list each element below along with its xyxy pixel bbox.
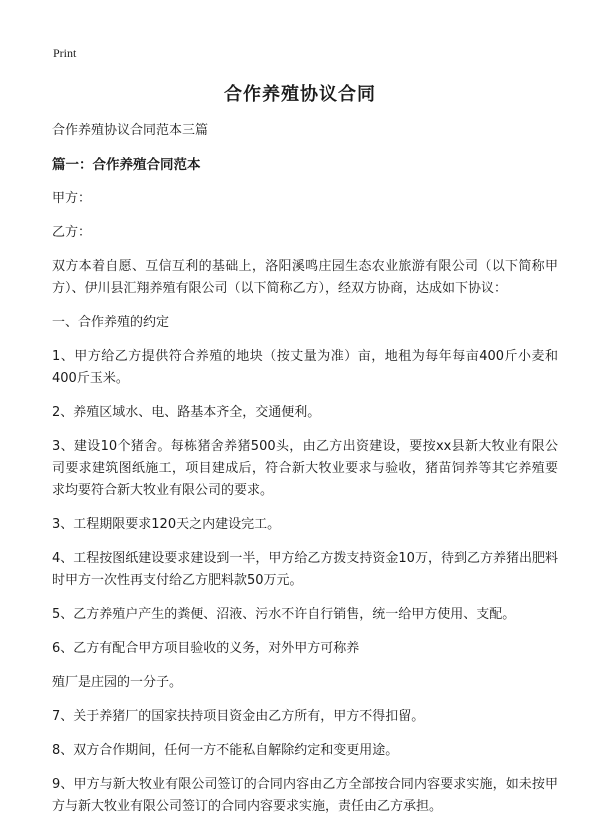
section-heading: 篇一：合作养殖合同范本 xyxy=(52,157,201,173)
print-link[interactable]: Print xyxy=(53,46,77,60)
clause-paragraph: 3、建设10个猪舍。每栋猪舍养猪500头，由乙方出资建设，要按xx县新大牧业有限公司要求建筑图纸施工，项目建成后，符合新大牧业要求与验收，猪苗饲养等其它养殖要求均要符合新大牧业有限公司的要求。 xyxy=(52,439,558,498)
clause-paragraph: 4、工程按图纸建设要求建设到一半，甲方给乙方拨支持资金10万，待到乙方养猪出肥料时甲方一次性再支付给乙方肥料款50万元。 xyxy=(52,551,558,588)
clause-paragraph: 殖厂是庄园的一分子。 xyxy=(52,675,183,690)
clause-paragraph: 5、乙方养殖户产生的粪便、沼液、污水不许自行销售，统一给甲方使用、支配。 xyxy=(52,607,516,622)
document-body xyxy=(52,120,558,830)
clause-paragraph: 9、甲方与新大牧业有限公司签订的合同内容由乙方全部按合同内容要求实施，如未按甲方与新大牧业有限公司签订的合同内容要求实施，责任由乙方承担。 xyxy=(52,777,558,814)
preamble-paragraph: 双方本着自愿、互信互利的基础上，洛阳溪鸣庄园生态农业旅游有限公司（以下简称甲方）、伊川县汇翔养殖有限公司（以下简称乙方），经双方协商，达成如下协议： xyxy=(52,259,558,296)
party-a-line: 甲方： xyxy=(52,191,92,206)
document-title: 合作养殖协议合同 xyxy=(224,84,376,105)
clause-paragraph: 6、乙方有配合甲方项目验收的义务，对外甲方可称养 xyxy=(52,641,360,656)
clause-paragraph: 8、双方合作期间，任何一方不能私自解除约定和变更用途。 xyxy=(52,743,399,758)
clause-paragraph: 1、甲方给乙方提供符合养殖的地块（按丈量为准）亩，地租为每年每亩400斤小麦和400斤玉米。 xyxy=(52,349,558,386)
clause-paragraph: 7、关于养猪厂的国家扶持项目资金由乙方所有，甲方不得扣留。 xyxy=(52,709,425,724)
clause-paragraph: 2、养殖区域水、电、路基本齐全，交通便利。 xyxy=(52,405,321,420)
agreement-heading: 一、合作养殖的约定 xyxy=(52,315,170,330)
document-subtitle: 合作养殖协议合同范本三篇 xyxy=(52,123,209,138)
clause-paragraph: 3、工程期限要求120天之内建设完工。 xyxy=(52,517,281,532)
party-b-line: 乙方： xyxy=(52,225,92,240)
